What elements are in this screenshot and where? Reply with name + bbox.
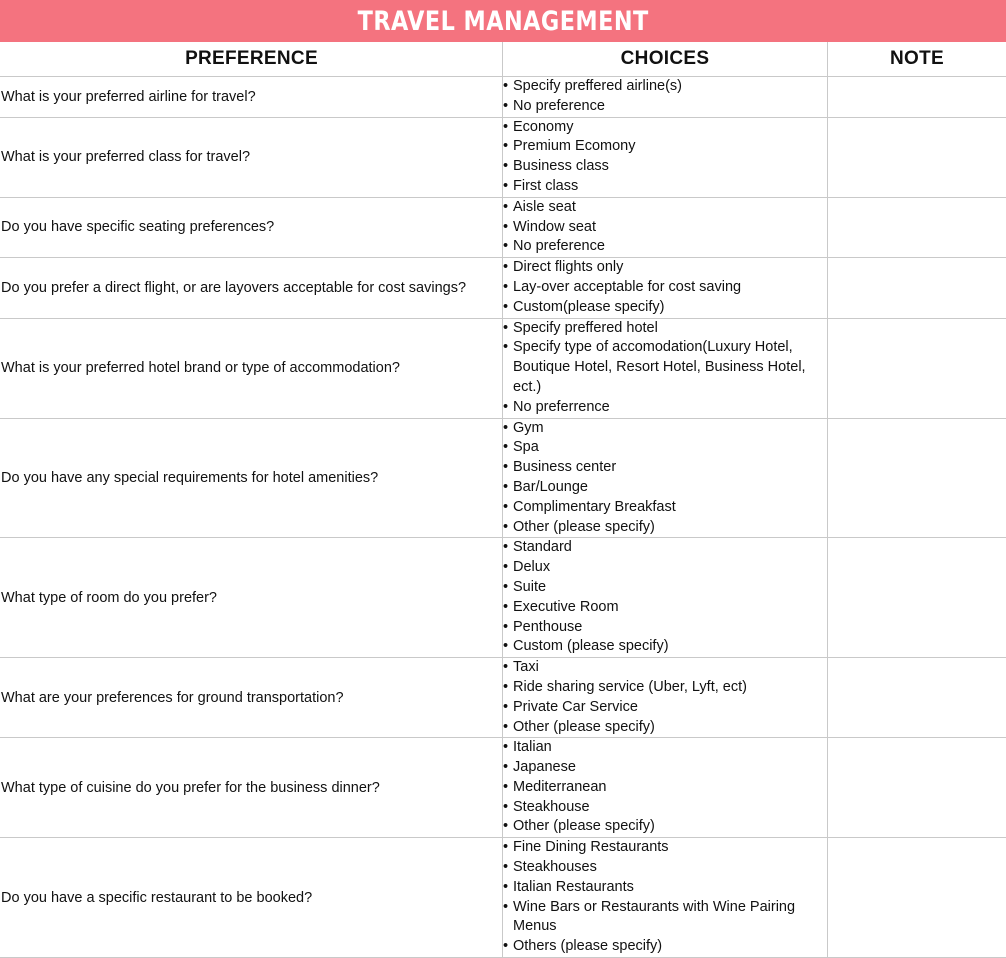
note-cell[interactable] <box>828 318 1006 418</box>
choices-list <box>503 258 827 317</box>
choices-list <box>503 319 827 418</box>
choice-item: • Fine Dining Restaurants <box>503 838 827 858</box>
table-row <box>1 258 1006 318</box>
choice-item: • No preferrence <box>503 398 827 418</box>
choice-item: • No preference <box>503 237 827 257</box>
table-row <box>1 117 1006 197</box>
choice-item: • Delux <box>503 558 827 578</box>
choice-item: • Standard <box>503 538 827 558</box>
choices-cell <box>503 117 828 197</box>
preference-cell: What are your preferences for ground transportation? <box>1 658 503 738</box>
choice-item: • Ride sharing service (Uber, Lyft, ect) <box>503 678 827 698</box>
choice-item: • Bar/Lounge <box>503 478 827 498</box>
choice-item: • Steakhouses <box>503 858 827 878</box>
note-cell[interactable] <box>828 838 1006 958</box>
table-row <box>1 77 1006 118</box>
choices-cell <box>503 318 828 418</box>
choices-list <box>503 77 827 117</box>
choice-item: • Taxi <box>503 658 827 678</box>
note-cell[interactable] <box>828 197 1006 257</box>
preference-cell: Do you have specific seating preferences? <box>1 197 503 257</box>
note-cell[interactable] <box>828 738 1006 838</box>
choices-list <box>503 419 827 538</box>
preference-cell: Do you have a specific restaurant to be booked? <box>1 838 503 958</box>
note-cell[interactable] <box>828 538 1006 658</box>
table-row <box>1 418 1006 538</box>
choices-cell <box>503 197 828 257</box>
table-row <box>1 838 1006 958</box>
choices-list <box>503 838 827 957</box>
note-cell[interactable] <box>828 77 1006 118</box>
table-row <box>1 658 1006 738</box>
preferences-table <box>0 42 1006 958</box>
choices-list <box>503 738 827 837</box>
choice-item: • Private Car Service <box>503 698 827 718</box>
table-row <box>1 538 1006 658</box>
choice-item: • Business center <box>503 458 827 478</box>
choice-item: • First class <box>503 177 827 197</box>
choices-cell <box>503 77 828 118</box>
column-header-choices: CHOICES <box>503 42 828 77</box>
choice-item: • Other (please specify) <box>503 718 827 738</box>
preference-cell: What type of cuisine do you prefer for the business dinner? <box>1 738 503 838</box>
choice-item: • Spa <box>503 438 827 458</box>
note-cell[interactable] <box>828 258 1006 318</box>
choice-item: • Complimentary Breakfast <box>503 498 827 518</box>
choices-list <box>503 658 827 737</box>
table-header-row <box>1 42 1006 77</box>
choice-item: • Specify preffered hotel <box>503 319 827 339</box>
choice-item: • Steakhouse <box>503 798 827 818</box>
choice-item: • No preference <box>503 97 827 117</box>
preference-cell: What is your preferred airline for travel? <box>1 77 503 118</box>
choice-item: • Italian Restaurants <box>503 878 827 898</box>
note-cell[interactable] <box>828 117 1006 197</box>
choice-item: • Economy <box>503 118 827 138</box>
table-row <box>1 738 1006 838</box>
table-row <box>1 197 1006 257</box>
choice-item: • Specify type of accomodation(Luxury Hotel, Boutique Hotel, Resort Hotel, Business Hotel, ect.) <box>503 338 827 397</box>
choices-cell <box>503 838 828 958</box>
preference-cell: What type of room do you prefer? <box>1 538 503 658</box>
page-title: TRAVEL MANAGEMENT <box>357 6 648 37</box>
choice-item: • Italian <box>503 738 827 758</box>
choices-list <box>503 118 827 197</box>
choice-item: • Others (please specify) <box>503 937 827 957</box>
preference-cell: Do you have any special requirements for hotel amenities? <box>1 418 503 538</box>
choice-item: • Window seat <box>503 218 827 238</box>
choice-item: • Suite <box>503 578 827 598</box>
choice-item: • Aisle seat <box>503 198 827 218</box>
note-cell[interactable] <box>828 658 1006 738</box>
choices-cell <box>503 658 828 738</box>
choice-item: • Mediterranean <box>503 778 827 798</box>
column-header-note: NOTE <box>828 42 1006 77</box>
choices-cell <box>503 418 828 538</box>
column-header-preference: PREFERENCE <box>1 42 503 77</box>
choice-item: • Premium Ecomony <box>503 137 827 157</box>
table-body <box>1 77 1006 958</box>
table-row <box>1 318 1006 418</box>
choice-item: • Japanese <box>503 758 827 778</box>
choices-list <box>503 198 827 257</box>
choice-item: • Other (please specify) <box>503 817 827 837</box>
preference-cell: What is your preferred hotel brand or type of accommodation? <box>1 318 503 418</box>
choices-cell <box>503 738 828 838</box>
document-title-bar <box>0 0 1006 42</box>
choice-item: • Lay-over acceptable for cost saving <box>503 278 827 298</box>
choices-cell <box>503 258 828 318</box>
choice-item: • Business class <box>503 157 827 177</box>
preference-cell: Do you prefer a direct flight, or are layovers acceptable for cost savings? <box>1 258 503 318</box>
choice-item: • Other (please specify) <box>503 518 827 538</box>
choice-item: • Executive Room <box>503 598 827 618</box>
choice-item: • Direct flights only <box>503 258 827 278</box>
preference-cell: What is your preferred class for travel? <box>1 117 503 197</box>
choices-list <box>503 538 827 657</box>
choice-item: • Gym <box>503 419 827 439</box>
choices-cell <box>503 538 828 658</box>
choice-item: • Custom (please specify) <box>503 637 827 657</box>
choice-item: • Wine Bars or Restaurants with Wine Pairing Menus <box>503 898 827 938</box>
choice-item: • Specify preffered airline(s) <box>503 77 827 97</box>
choice-item: • Custom(please specify) <box>503 298 827 318</box>
note-cell[interactable] <box>828 418 1006 538</box>
choice-item: • Penthouse <box>503 618 827 638</box>
